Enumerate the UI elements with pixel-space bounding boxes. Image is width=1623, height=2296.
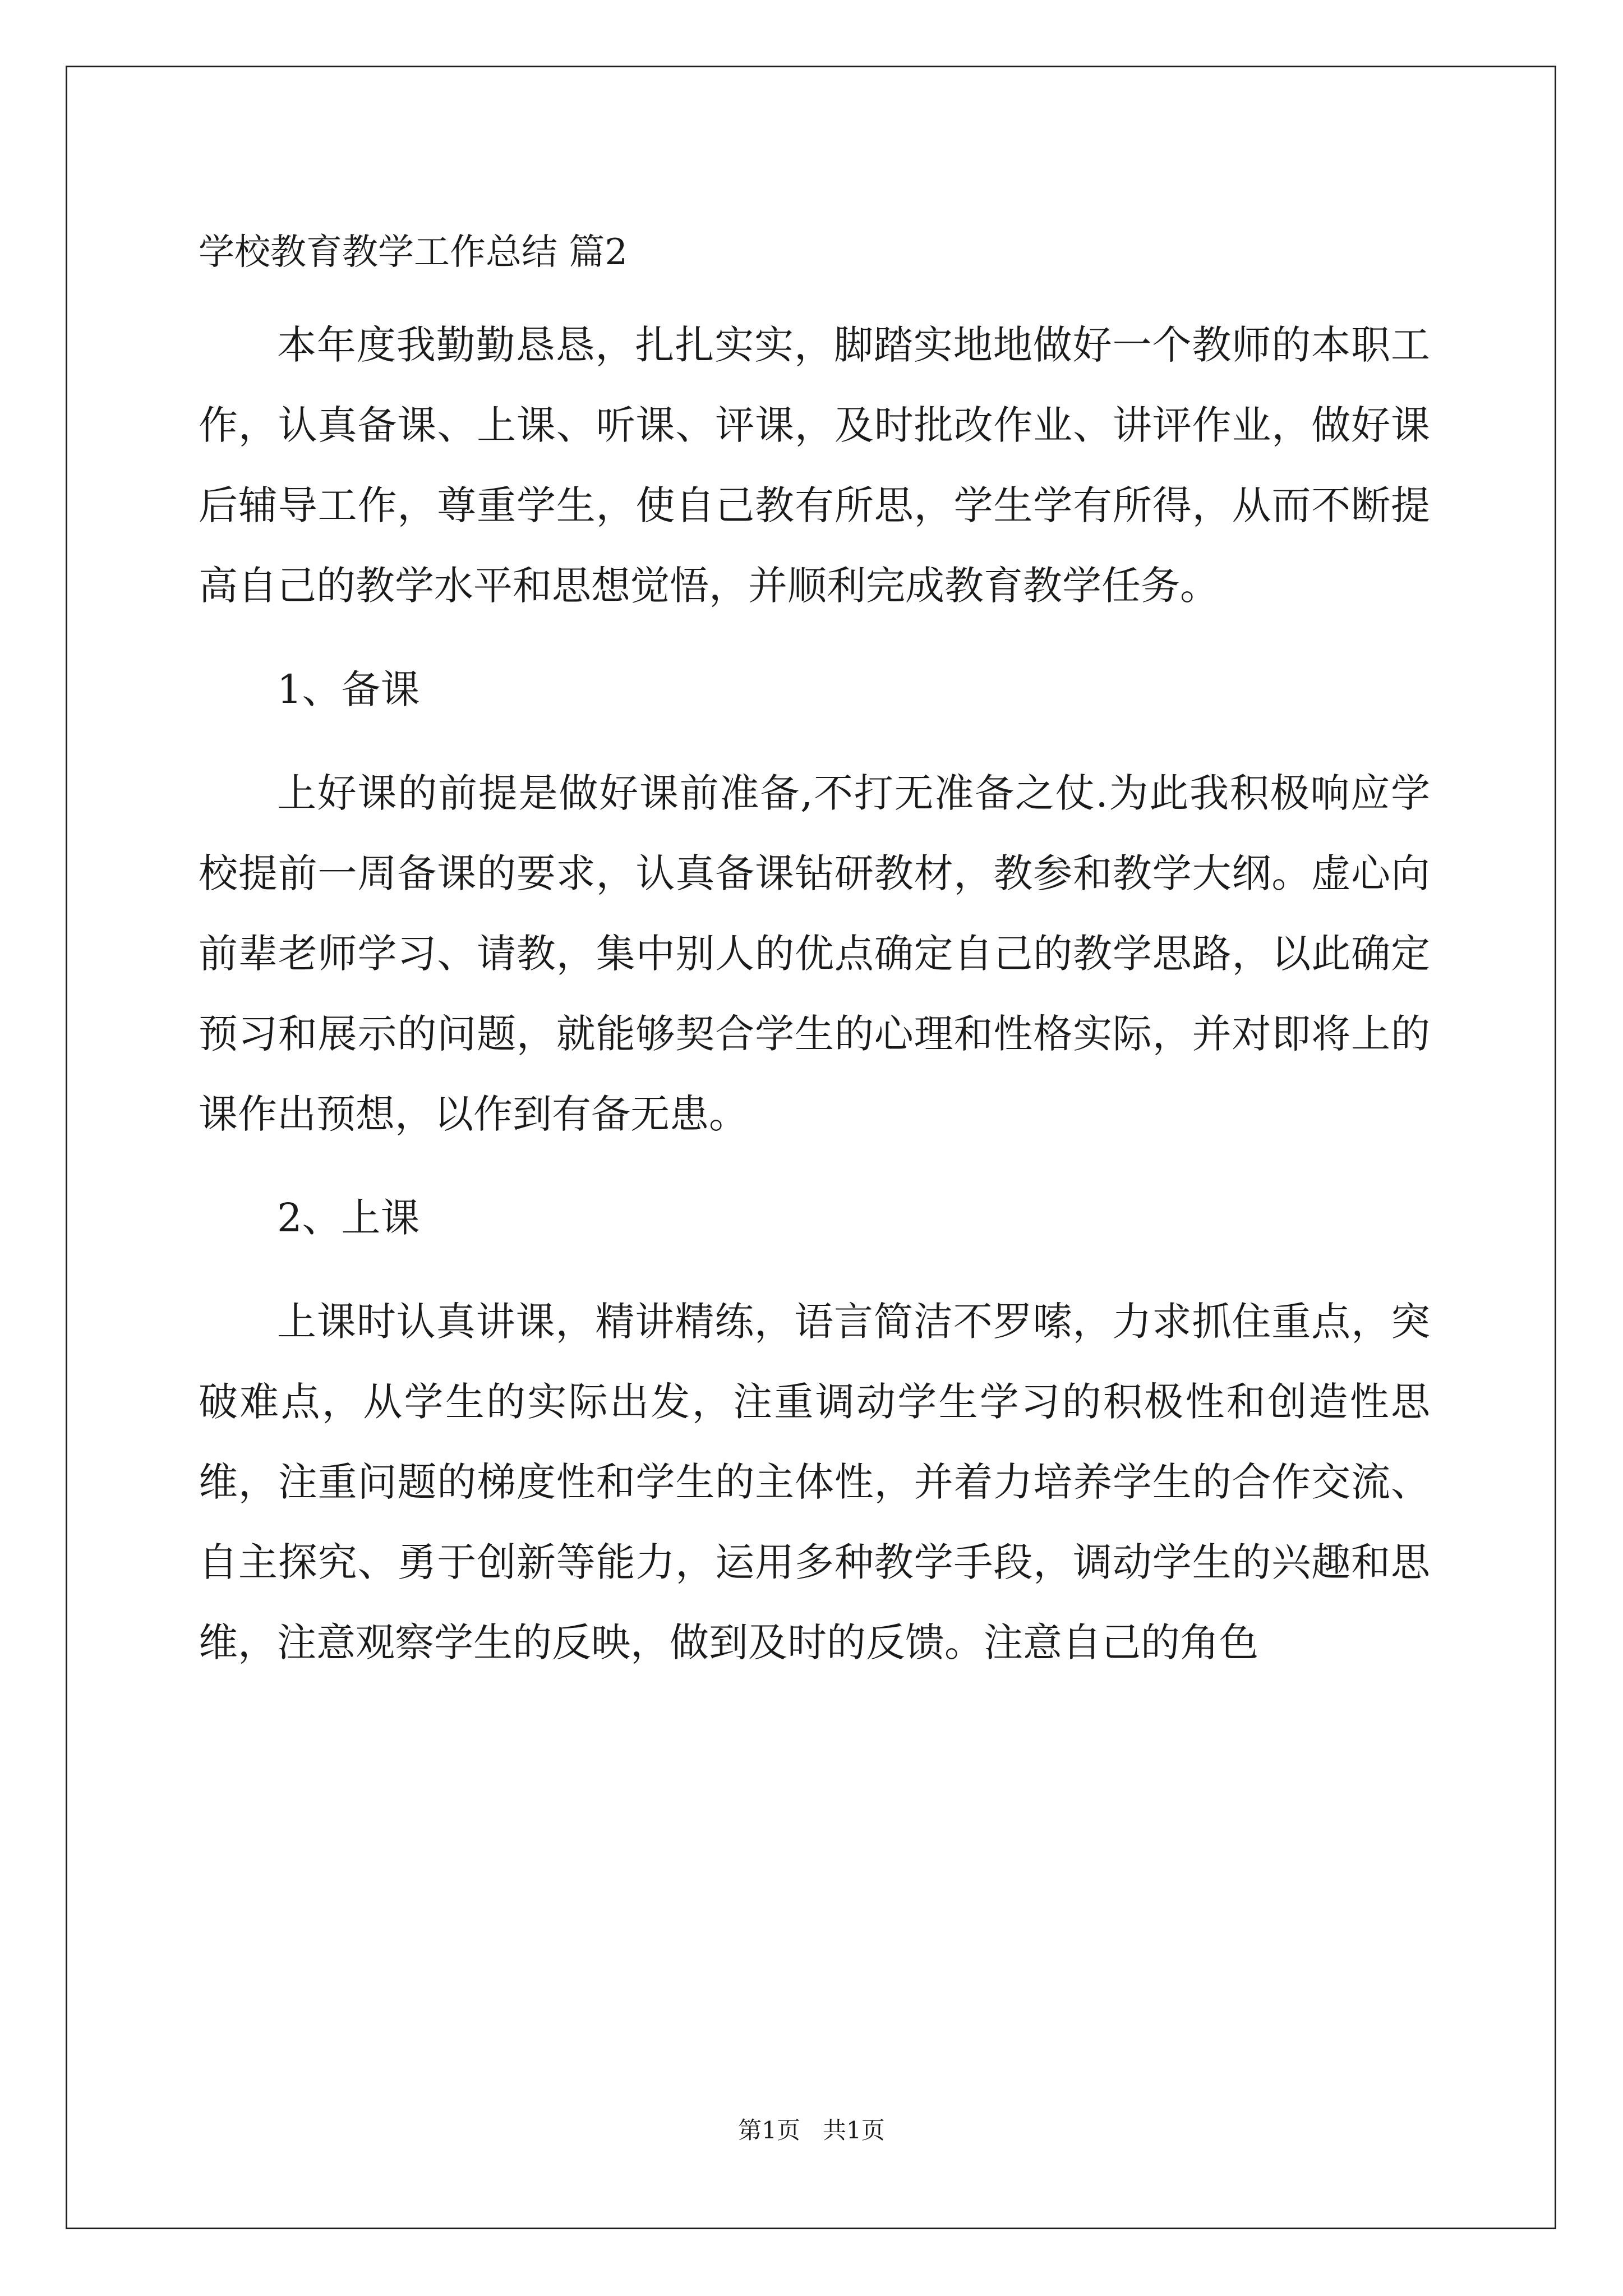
document-body [199,219,1430,1683]
paragraph-lesson-prep: 上好课的前提是做好课前准备,不打无准备之仗.为此我积极响应学校提前一周备课的要求，认真备课钻研教材，教参和教学大纲。虚心向前辈老师学习、请教，集中别人的优点确定自己的教学思路，以此确定预习和展示的问题，就能够契合学生的心理和性格实际，并对即将上的课作出预想，以作到有备无患。 [199,770,1430,1137]
paragraph-teaching: 上课时认真讲课，精讲精练，语言简洁不罗嗦，力求抓住重点，突破难点，从学生的实际出发，注重调动学生学习的积极性和创造性思维，注重问题的梯度性和学生的主体性，并着力培养学生的合作交流、自主探究、勇于创新等能力，运用多种教学手段，调动学生的兴趣和思维，注意观察学生的反映，做到及时的反馈。注意自己的角色 [199,1299,1430,1665]
page-footer: 第1页 共1页 [738,2116,885,2144]
document-title: 学校教育教学工作总结 篇2 [199,232,628,273]
section-heading-teaching: 2、上课 [277,1195,420,1241]
section-heading-lesson-prep: 1、备课 [277,666,420,712]
paragraph-intro: 本年度我勤勤恳恳，扎扎实实，脚踏实地地做好一个教师的本职工作，认真备课、上课、听课、评课，及时批改作业、讲评作业，做好课后辅导工作，尊重学生，使自己教有所思，学生学有所得，从而不断提高自己的教学水平和思想觉悟，并顺利完成教育教学任务。 [199,322,1430,609]
